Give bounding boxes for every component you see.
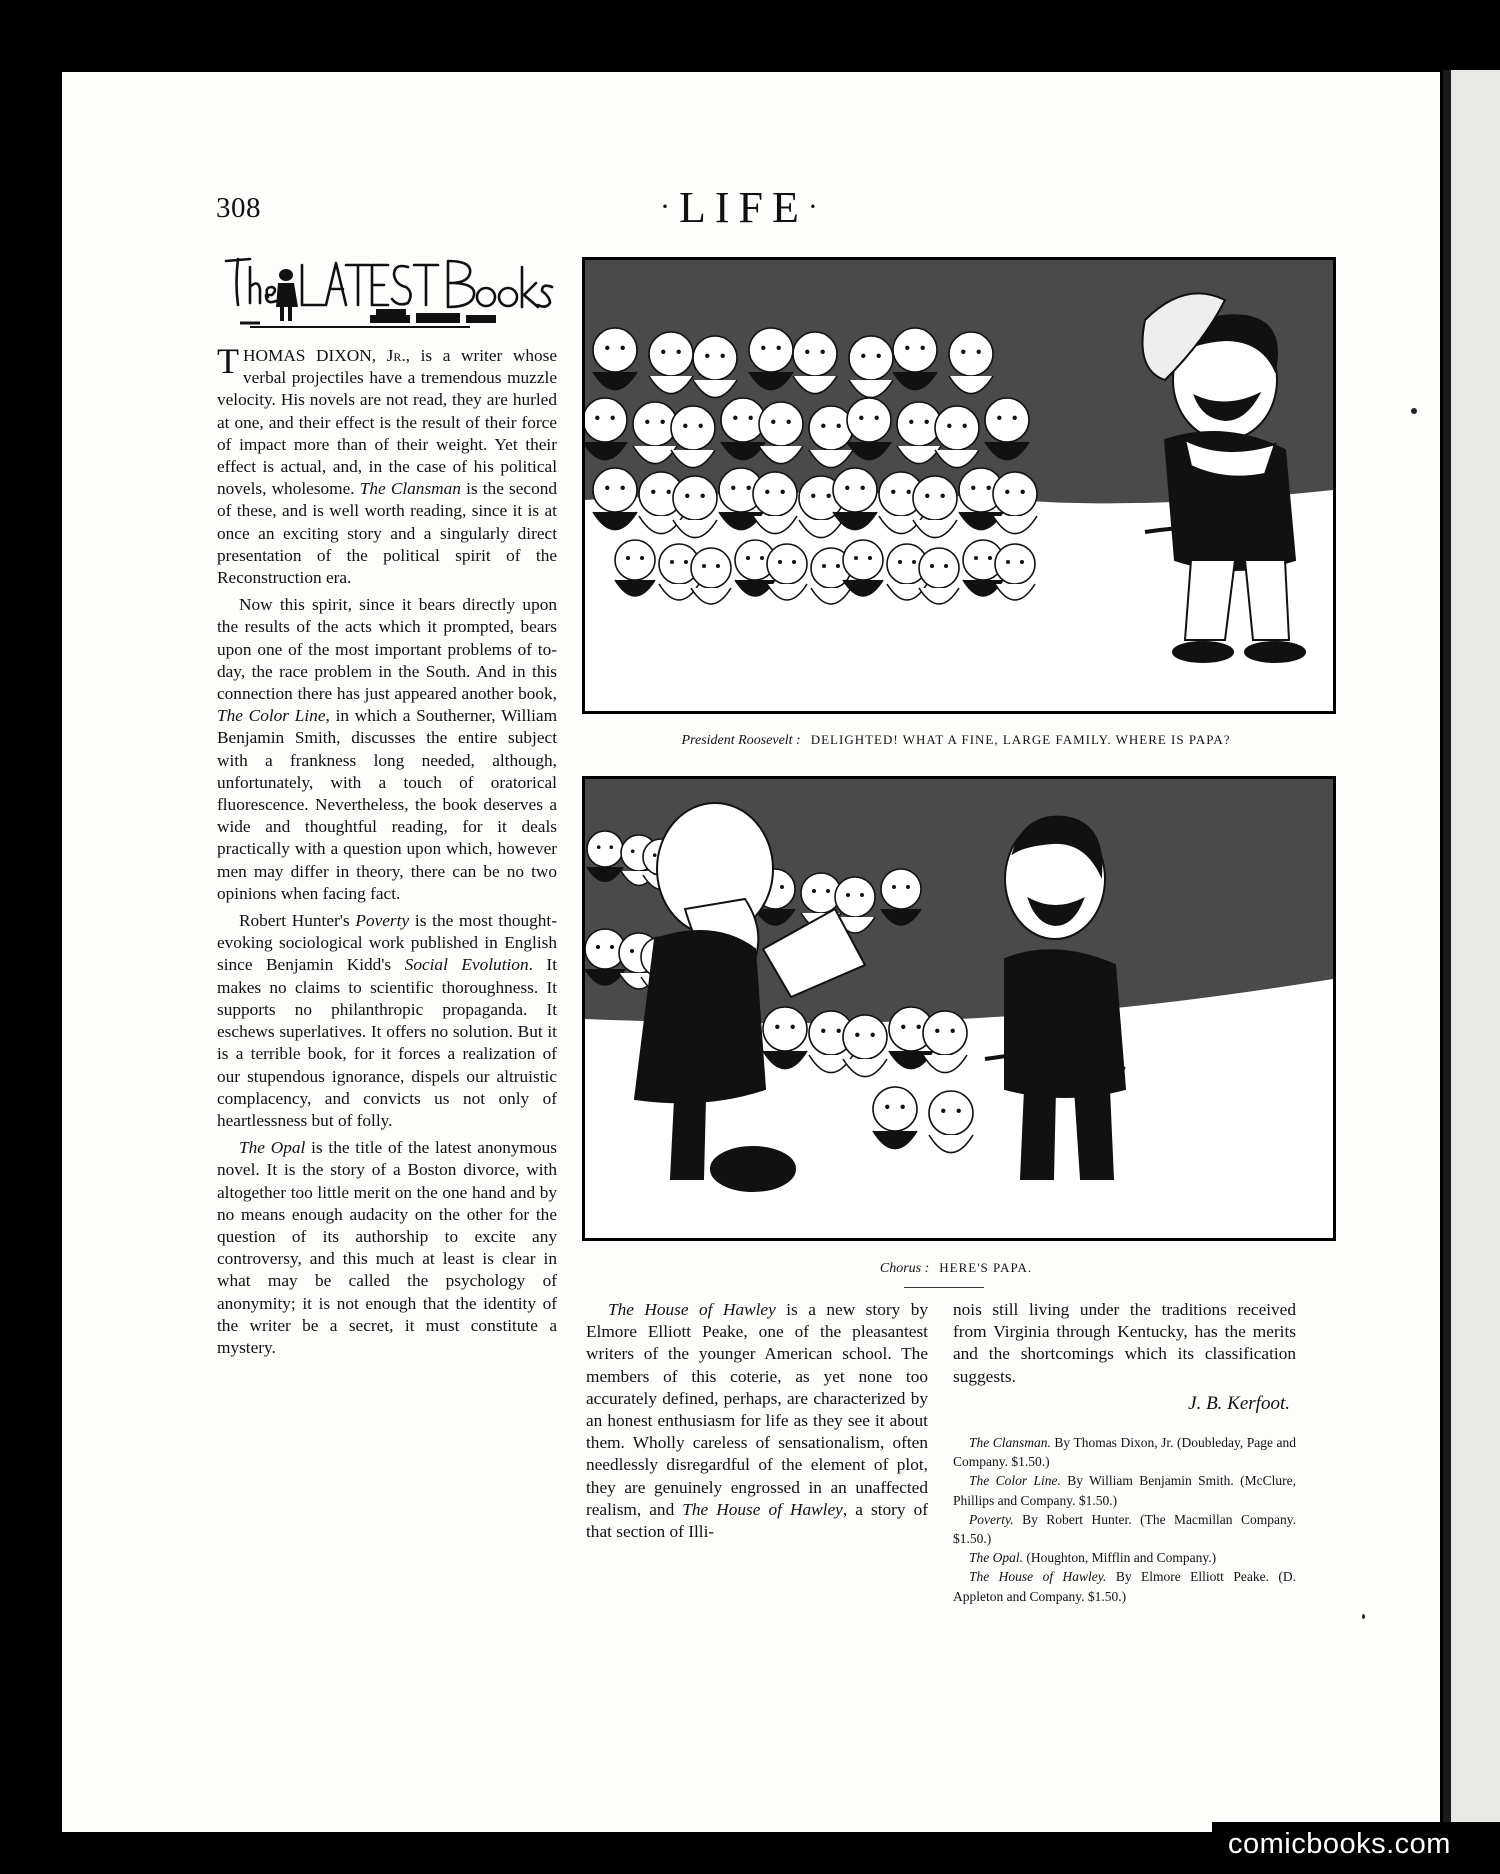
article-column-1 [217,341,558,1364]
child-eye-drawing [702,564,706,568]
masthead-life [660,182,827,233]
child-eye-drawing [941,494,945,498]
page-number: 308 [216,192,261,224]
cartoon-illustration-1 [585,260,1333,711]
child-eye-drawing [595,416,599,420]
caption-speaker: Chorus : [879,1261,930,1276]
paragraph-text: , is a writer whose verbal projectiles have a tremendous muzzle velocity. His novels are not read, they are hurled at one, and their effect is the result of their force of impact more than of their weight. Yet their effect is actual, and, in the case of his political novels, wholesome. [217,346,558,499]
child-face-drawing [809,406,853,450]
cartoon-roosevelt-family [582,257,1336,714]
bibliography-title: Poverty. [969,1511,1014,1527]
child-face-drawing [843,540,883,580]
child-eye-drawing [699,424,703,428]
cartoon-1-caption [582,732,1330,749]
child-eye-drawing [610,845,614,849]
child-eye-drawing [645,420,649,424]
child-face-drawing [615,540,655,580]
child-eye-drawing [921,346,925,350]
masthead-dot-right: · [807,190,827,223]
child-eye-drawing [963,424,967,428]
child-face-drawing [881,869,921,909]
child-eye-drawing [885,1105,889,1109]
child-eye-drawing [860,893,864,897]
child-face-drawing [985,398,1029,442]
child-eye-drawing [1021,490,1025,494]
bibliography-details: By Robert Hunter. (The Macmillan Company. $1.50.) [953,1511,1296,1547]
child-face-drawing [587,831,623,867]
paragraph-clansman [217,341,558,589]
child-eye-drawing [859,416,863,420]
child-eye-drawing [781,490,785,494]
child-eye-drawing [746,556,750,560]
child-face-drawing [993,472,1037,516]
child-eye-drawing [597,845,601,849]
child-eye-drawing [792,560,796,564]
paragraph-house-of-hawley [586,1299,928,1543]
child-eye-drawing [846,893,850,897]
caption-rule [904,1287,984,1288]
child-eye-drawing [747,486,751,490]
child-eye-drawing [821,1029,825,1033]
book-title: Social Evolution [404,955,529,975]
paragraph-continuation: nois still living under the traditions received from Virginia through Kentucky, has the merits and the shortcomings which its classification suggests. [953,1300,1296,1386]
child-eye-drawing [826,889,830,893]
child-eye-drawing [906,885,910,889]
masthead-title: LIFE [679,183,808,232]
child-face-drawing [949,332,993,376]
child-eye-drawing [988,556,992,560]
child-eye-drawing [626,556,630,560]
bibliography-entry [953,1548,1296,1567]
book-title: Poverty [355,911,410,931]
child-face-drawing [585,398,627,442]
child-eye-drawing [701,494,705,498]
caption-text: HERE'S PAPA. [939,1260,1033,1275]
child-eye-drawing [944,564,948,568]
child-eye-drawing [971,486,975,490]
child-eye-drawing [778,560,782,564]
paragraph-poverty [217,910,557,1132]
child-eye-drawing [765,490,769,494]
child-eye-drawing [812,889,816,893]
child-eye-drawing [791,1025,795,1029]
bibliography-entry [953,1510,1296,1548]
child-eye-drawing [901,1105,905,1109]
child-eye-drawing [898,560,902,564]
child-face-drawing [753,472,797,516]
child-eye-drawing [957,1109,961,1113]
child-face-drawing [759,402,803,446]
bibliography-entry [953,1433,1296,1471]
paragraph-color-line [217,594,557,905]
child-eye-drawing [811,494,815,498]
child-eye-drawing [705,354,709,358]
scan-speck [1362,1614,1365,1619]
child-eye-drawing [621,346,625,350]
child-eye-drawing [941,1109,945,1113]
child-eye-drawing [845,486,849,490]
child-eye-drawing [912,560,916,564]
child-eye-drawing [670,560,674,564]
child-face-drawing [919,548,959,588]
child-eye-drawing [653,853,657,857]
child-face-drawing [995,544,1035,584]
child-eye-drawing [875,416,879,420]
child-eye-drawing [651,490,655,494]
child-eye-drawing [907,490,911,494]
child-eye-drawing [868,556,872,560]
child-eye-drawing [1020,560,1024,564]
child-eye-drawing [787,420,791,424]
child-face-drawing [923,1011,967,1055]
book-title: The House of Hawley [608,1300,776,1319]
book-title: The Clansman [359,479,461,499]
child-eye-drawing [821,350,825,354]
caption-text: DELIGHTED! WHAT A FINE, LARGE FAMILY. WHERE IS PAPA? [810,732,1231,747]
child-face-drawing [673,476,717,520]
page-spine-edge [1443,70,1451,1840]
drop-cap: T [217,341,239,381]
child-face-drawing [593,468,637,512]
child-eye-drawing [611,416,615,420]
child-eye-drawing [909,420,913,424]
child-eye-drawing [951,1029,955,1033]
child-face-drawing [897,402,941,446]
child-eye-drawing [630,949,634,953]
child-eye-drawing [775,1025,779,1029]
bibliography-details: By Thomas Dixon, Jr. (Doubleday, Page and Company. $1.50.) [953,1435,1296,1470]
child-eye-drawing [610,945,614,949]
scan-speck [1411,408,1417,414]
child-eye-drawing [961,350,965,354]
child-eye-drawing [605,486,609,490]
child-eye-drawing [684,560,688,564]
reviewer-signature: J. B. Kerfoot. [1188,1392,1290,1414]
child-eye-drawing [605,346,609,350]
child-eye-drawing [1013,416,1017,420]
latest-books-lettering-illustration [220,253,556,335]
facing-page-edge [1451,70,1500,1840]
child-eye-drawing [935,1029,939,1033]
child-eye-drawing [822,564,826,568]
paragraph-text: is the most thought-evoking sociological work published in English since Benjamin Kidd's [217,911,557,975]
child-face-drawing [693,336,737,380]
child-face-drawing [893,328,937,372]
child-face-drawing [793,332,837,376]
child-eye-drawing [1006,560,1010,564]
child-eye-drawing [861,354,865,358]
cartoon-heres-papa [582,776,1336,1241]
child-eye-drawing [987,486,991,490]
child-eye-drawing [997,416,1001,420]
child-face-drawing [749,328,793,372]
child-eye-drawing [780,885,784,889]
bibliography-title: The Color Line. [969,1473,1061,1489]
caption-speaker: President Roosevelt : [681,733,801,748]
child-eye-drawing [861,486,865,490]
child-face-drawing [649,332,693,376]
child-eye-drawing [683,424,687,428]
child-eye-drawing [805,350,809,354]
department-heading-latest-books [220,253,556,335]
child-eye-drawing [631,849,635,853]
child-eye-drawing [925,420,929,424]
child-eye-drawing [877,354,881,358]
child-face-drawing [763,1007,807,1051]
paragraph-text: , in which a Southerner, William Benjamin Smith, discusses the entire subject with a frankness long needed, although, unfortunately, with a touch of oratorical fluorescence. Nevertheless, the book deserves a wide and thoughtful reading, for it deals practically with a question upon which, however men may differ in theory, there can be no two opinions when facing fact. [217,706,558,903]
child-face-drawing [691,548,731,588]
child-eye-drawing [777,346,781,350]
child-face-drawing [913,476,957,520]
child-eye-drawing [947,424,951,428]
child-eye-drawing [661,350,665,354]
child-face-drawing [847,398,891,442]
paragraph-text: is a new story by Elmore Elliott Peake, one of the pleasantest writers of the younger American school. The members of this coterie, as yet none too accurately defined, perhaps, are characterized by an honest enthusiasm for life as they see it about them. Wholly careless of sensationalism, often needlessly disregardful of the element of plot, they are genuinely engrossed in an unaffected realism, and [586,1300,928,1519]
child-eye-drawing [640,556,644,560]
book-title: The House of Hawley [682,1499,843,1519]
child-eye-drawing [716,564,720,568]
child-face-drawing [929,1091,973,1135]
child-eye-drawing [1005,490,1009,494]
child-face-drawing [593,328,637,372]
child-eye-drawing [731,486,735,490]
child-face-drawing [849,336,893,380]
child-eye-drawing [761,346,765,350]
child-face-drawing [843,1015,887,1059]
bibliography-title: The Opal. [969,1550,1023,1566]
child-eye-drawing [901,1025,905,1029]
child-eye-drawing [871,1033,875,1037]
child-eye-drawing [677,350,681,354]
child-eye-drawing [917,1025,921,1029]
book-title: The Color Line [217,706,326,726]
paragraph-text: . It makes no claims to scientific thoroughness. It supports no philanthropic propaganda. It eschews superlatives. It offers no solution. But it is a terrible book, for it forces a realization of our stupendous ignorance, dispels our altruistic complacency, and convicts us not only of heartlessness but of folly. [217,955,557,1130]
child-eye-drawing [621,486,625,490]
child-face-drawing [721,398,765,442]
child-eye-drawing [661,420,665,424]
child-eye-drawing [837,424,841,428]
child-face-drawing [633,402,677,446]
child-eye-drawing [733,416,737,420]
bibliography-details: By Elmore Elliott Peake. (D. Appleton and Company. $1.50.) [953,1569,1297,1604]
cartoon-2-caption [582,1260,1330,1277]
bibliography-details: (Houghton, Mifflin and Company.) [1023,1550,1217,1566]
child-eye-drawing [667,490,671,494]
child-eye-drawing [771,420,775,424]
bibliography-entry [953,1471,1296,1509]
child-eye-drawing [977,350,981,354]
child-eye-drawing [837,1029,841,1033]
child-eye-drawing [685,494,689,498]
paragraph-text: is the second of these, and is well worth reading, since it is at once an exciting story and a singularly direct presentation of the political spirit of the Reconstruction era. [217,479,557,588]
cartoon-illustration-2 [585,779,1333,1238]
child-face-drawing [835,877,875,917]
child-face-drawing [935,406,979,450]
bibliography-entry [953,1567,1296,1605]
paragraph-text: , a story of that section of Illi- [586,1499,928,1542]
bibliography-title: The House of Hawley. [969,1569,1107,1585]
article-column-3 [953,1299,1296,1415]
child-eye-drawing [854,556,858,560]
child-face-drawing [767,544,807,584]
child-eye-drawing [836,564,840,568]
child-eye-drawing [891,490,895,494]
article-column-2 [586,1299,928,1548]
author-name-smallcaps: HOMAS DIXON, Jr. [243,346,406,365]
bibliography-list [953,1433,1296,1606]
bibliography-details: By William Benjamin Smith. (McClure, Phillips and Company. $1.50.) [953,1473,1296,1508]
paragraph-text: is the title of the latest anonymous novel. It is the story of a Boston divorce, with altogether too little merit on the one hand and by no means enough audacity on the other for the question of its authorship to excite any controversy, and this much at least is clear in what may be called the psychology of anonymity; it is not enough that the identity of the writer be a secret, it must constitute a mystery. [217,1138,557,1357]
child-eye-drawing [930,564,934,568]
child-eye-drawing [596,945,600,949]
child-eye-drawing [760,556,764,560]
child-face-drawing [873,1087,917,1131]
book-title: The Opal [239,1138,306,1158]
masthead-dot-left: · [660,190,679,223]
child-face-drawing [671,406,715,450]
child-eye-drawing [892,885,896,889]
child-eye-drawing [721,354,725,358]
child-eye-drawing [925,494,929,498]
paragraph-text: Robert Hunter's [239,911,356,931]
paragraph-opal [217,1137,557,1359]
site-watermark: comicbooks.com [1228,1828,1451,1860]
paragraph-text: Now this spirit, since it bears directly upon the results of the acts which it prompted, bears upon one of the most important problems of to-day, the race problem in the South. And in this connection there has just appeared another book, [217,595,557,704]
child-eye-drawing [821,424,825,428]
child-eye-drawing [905,346,909,350]
child-eye-drawing [855,1033,859,1037]
child-face-drawing [833,468,877,512]
child-eye-drawing [827,494,831,498]
child-eye-drawing [749,416,753,420]
bibliography-title: The Clansman. [969,1435,1051,1450]
child-eye-drawing [974,556,978,560]
